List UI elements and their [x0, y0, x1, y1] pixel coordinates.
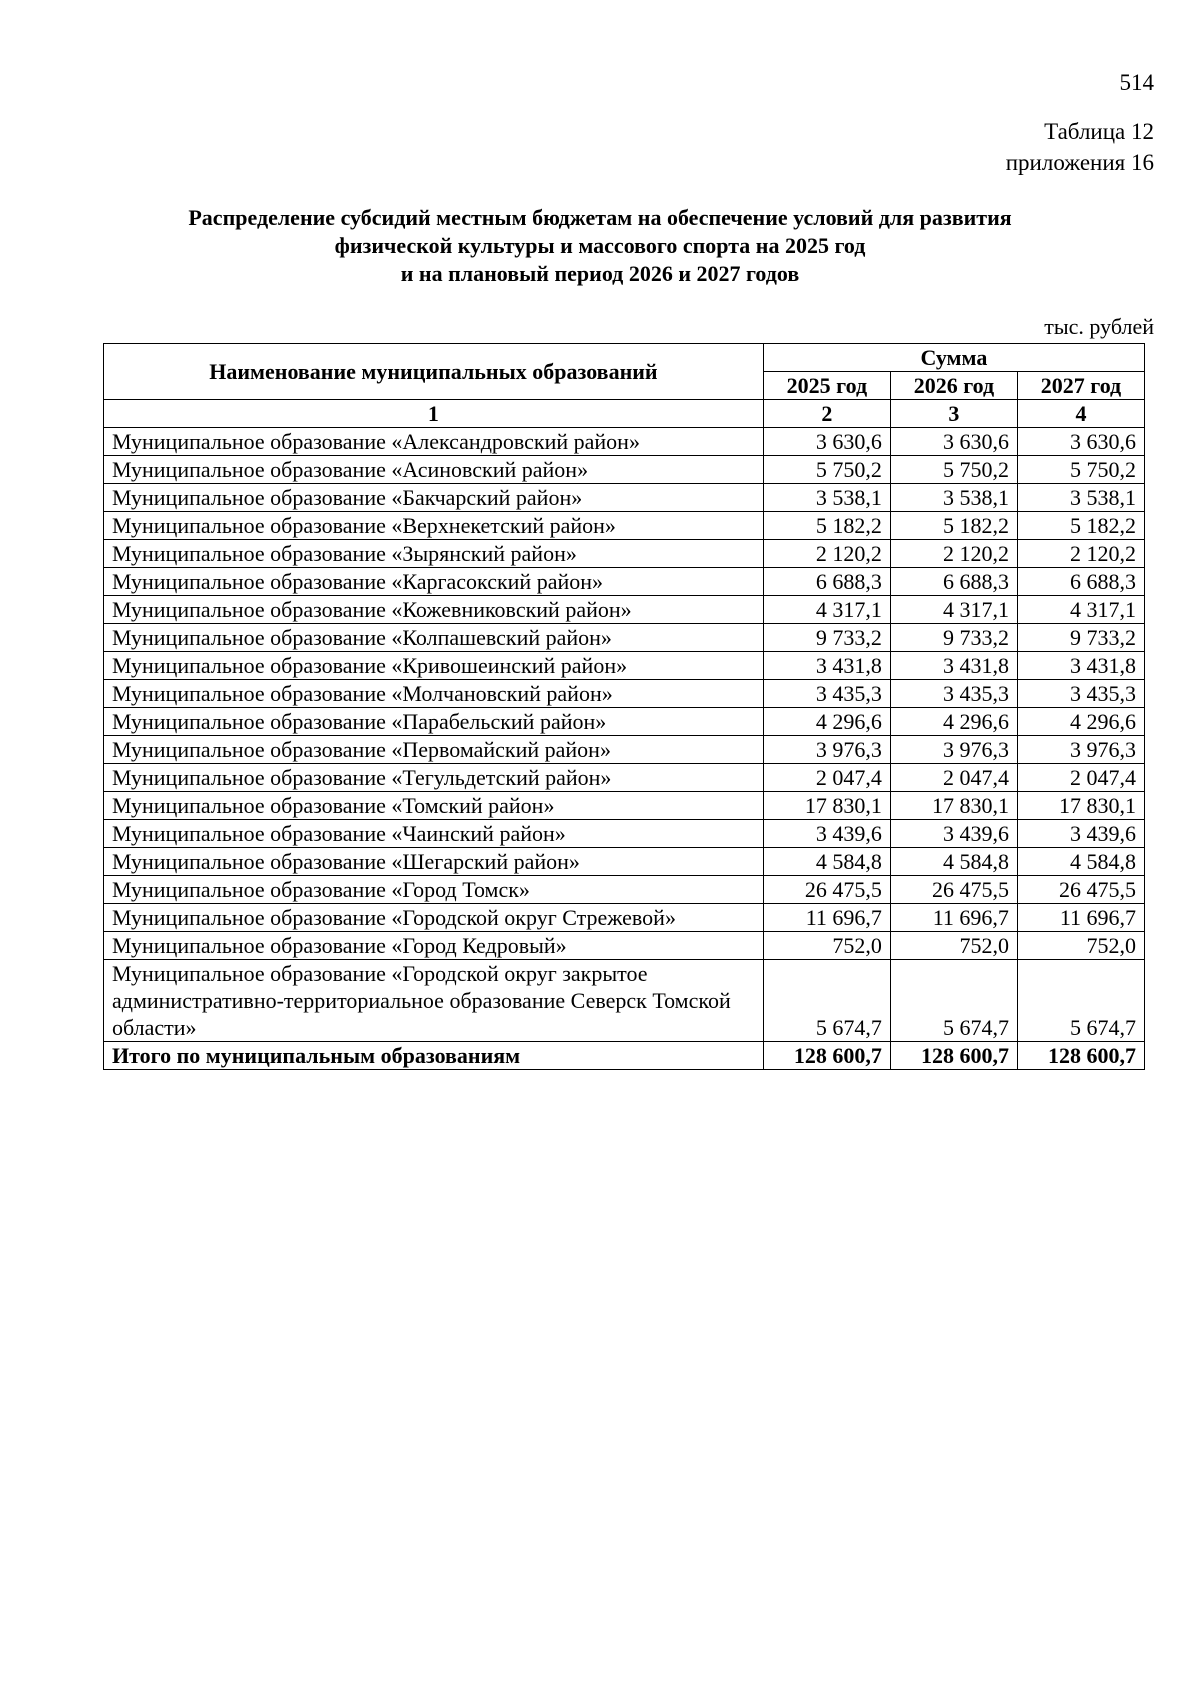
- table-row: [104, 904, 1145, 932]
- table-row: [104, 512, 1145, 540]
- municipality-name: Муниципальное образование «Город Томск»: [104, 876, 764, 904]
- table-row: [104, 876, 1145, 904]
- table-row: [104, 792, 1145, 820]
- header-2026: 2026 год: [890, 372, 1017, 400]
- municipality-name: Муниципальное образование «Томский район»: [104, 792, 764, 820]
- value-2026: 128 600,7: [890, 1042, 1017, 1070]
- municipality-name: Муниципальное образование «Молчановский район»: [104, 680, 764, 708]
- value-2025: 5 674,7: [763, 960, 890, 1042]
- value-2025: 5 182,2: [763, 512, 890, 540]
- table-row: [104, 568, 1145, 596]
- value-2027: 9 733,2: [1017, 624, 1144, 652]
- title-line2: физической культуры и массового спорта на 2025 год: [334, 233, 866, 258]
- value-2025: 4 296,6: [763, 708, 890, 736]
- value-2025: 128 600,7: [763, 1042, 890, 1070]
- value-2026: 3 976,3: [890, 736, 1017, 764]
- table-label-line1: Таблица 12: [1044, 119, 1154, 144]
- value-2027: 4 584,8: [1017, 848, 1144, 876]
- value-2025: 26 475,5: [763, 876, 890, 904]
- municipality-name: Муниципальное образование «Александровский район»: [104, 428, 764, 456]
- table-row: [104, 932, 1145, 960]
- table-row: [104, 652, 1145, 680]
- municipality-name: Муниципальное образование «Первомайский район»: [104, 736, 764, 764]
- value-2025: 6 688,3: [763, 568, 890, 596]
- value-2026: 5 674,7: [890, 960, 1017, 1042]
- unit-label: тыс. рублей: [1044, 314, 1154, 339]
- header-name: Наименование муниципальных образований: [104, 344, 764, 400]
- value-2025: 2 047,4: [763, 764, 890, 792]
- value-2025: 4 584,8: [763, 848, 890, 876]
- index-cell-1: 1: [104, 400, 764, 428]
- value-2025: 3 538,1: [763, 484, 890, 512]
- value-2026: 752,0: [890, 932, 1017, 960]
- table-body: [104, 400, 1145, 1070]
- municipality-name: Муниципальное образование «Каргасокский район»: [104, 568, 764, 596]
- value-2026: 5 182,2: [890, 512, 1017, 540]
- value-2025: 3 630,6: [763, 428, 890, 456]
- municipality-name: Муниципальное образование «Кривошеинский район»: [104, 652, 764, 680]
- value-2027: 3 439,6: [1017, 820, 1144, 848]
- municipality-name: Муниципальное образование «Городской округ Стрежевой»: [104, 904, 764, 932]
- title-line1: Распределение субсидий местным бюджетам на обеспечение условий для развития: [188, 205, 1012, 230]
- value-2025: 4 317,1: [763, 596, 890, 624]
- value-2027: 4 296,6: [1017, 708, 1144, 736]
- index-row: [104, 400, 1145, 428]
- index-cell-3: 3: [890, 400, 1017, 428]
- municipality-name: Муниципальное образование «Шегарский район»: [104, 848, 764, 876]
- municipality-name: Муниципальное образование «Колпашевский район»: [104, 624, 764, 652]
- table-row: [104, 680, 1145, 708]
- value-2026: 3 439,6: [890, 820, 1017, 848]
- total-row: [104, 1042, 1145, 1070]
- value-2026: 3 435,3: [890, 680, 1017, 708]
- value-2026: 9 733,2: [890, 624, 1017, 652]
- municipality-name: Муниципальное образование «Чаинский район»: [104, 820, 764, 848]
- value-2025: 752,0: [763, 932, 890, 960]
- value-2025: 5 750,2: [763, 456, 890, 484]
- table-row: [104, 428, 1145, 456]
- municipality-name: Муниципальное образование «Бакчарский район»: [104, 484, 764, 512]
- value-2025: 3 439,6: [763, 820, 890, 848]
- municipality-name: Муниципальное образование «Верхнекетский район»: [104, 512, 764, 540]
- value-2027: 5 750,2: [1017, 456, 1144, 484]
- value-2026: 4 584,8: [890, 848, 1017, 876]
- table-row: [104, 848, 1145, 876]
- value-2026: 17 830,1: [890, 792, 1017, 820]
- municipality-name: Муниципальное образование «Город Кедровый»: [104, 932, 764, 960]
- municipality-name: Итого по муниципальным образованиям: [104, 1042, 764, 1070]
- municipality-name: Муниципальное образование «Кожевниковский район»: [104, 596, 764, 624]
- value-2025: 3 435,3: [763, 680, 890, 708]
- table-row: [104, 736, 1145, 764]
- title-line3: и на плановый период 2026 и 2027 годов: [400, 261, 800, 286]
- index-cell-2: 2: [763, 400, 890, 428]
- value-2027: 3 435,3: [1017, 680, 1144, 708]
- value-2027: 3 538,1: [1017, 484, 1144, 512]
- value-2027: 17 830,1: [1017, 792, 1144, 820]
- value-2027: 3 976,3: [1017, 736, 1144, 764]
- value-2027: 4 317,1: [1017, 596, 1144, 624]
- value-2026: 3 630,6: [890, 428, 1017, 456]
- value-2026: 3 538,1: [890, 484, 1017, 512]
- header-2027: 2027 год: [1017, 372, 1144, 400]
- value-2026: 6 688,3: [890, 568, 1017, 596]
- value-2025: 9 733,2: [763, 624, 890, 652]
- table-label: [1006, 116, 1154, 178]
- value-2026: 4 296,6: [890, 708, 1017, 736]
- value-2027: 11 696,7: [1017, 904, 1144, 932]
- value-2027: 3 630,6: [1017, 428, 1144, 456]
- value-2026: 4 317,1: [890, 596, 1017, 624]
- value-2026: 3 431,8: [890, 652, 1017, 680]
- value-2025: 3 431,8: [763, 652, 890, 680]
- header-sum: Сумма: [763, 344, 1144, 372]
- value-2026: 2 047,4: [890, 764, 1017, 792]
- table-row: [104, 596, 1145, 624]
- value-2027: 5 182,2: [1017, 512, 1144, 540]
- index-cell-4: 4: [1017, 400, 1144, 428]
- table-row: [104, 484, 1145, 512]
- document-title: [100, 204, 1100, 288]
- table-row: [104, 708, 1145, 736]
- value-2026: 11 696,7: [890, 904, 1017, 932]
- value-2026: 5 750,2: [890, 456, 1017, 484]
- table-label-line2: приложения 16: [1005, 150, 1154, 175]
- value-2026: 26 475,5: [890, 876, 1017, 904]
- value-2027: 752,0: [1017, 932, 1144, 960]
- header-2025: 2025 год: [763, 372, 890, 400]
- page-number: 514: [1119, 70, 1154, 95]
- municipality-name: Муниципальное образование «Тегульдетский район»: [104, 764, 764, 792]
- table-row: [104, 624, 1145, 652]
- value-2027: 26 475,5: [1017, 876, 1144, 904]
- subsidy-table: [103, 343, 1145, 1070]
- municipality-name: Муниципальное образование «Городской округ закрытое административно-территориальное образование Северск Томской области»: [104, 960, 764, 1042]
- municipality-name: Муниципальное образование «Асиновский район»: [104, 456, 764, 484]
- municipality-name: Муниципальное образование «Зырянский район»: [104, 540, 764, 568]
- municipality-name: Муниципальное образование «Парабельский район»: [104, 708, 764, 736]
- value-2027: 3 431,8: [1017, 652, 1144, 680]
- table-row: [104, 820, 1145, 848]
- value-2025: 2 120,2: [763, 540, 890, 568]
- table-row: [104, 960, 1145, 1042]
- value-2026: 2 120,2: [890, 540, 1017, 568]
- value-2027: 5 674,7: [1017, 960, 1144, 1042]
- table-row: [104, 456, 1145, 484]
- value-2027: 6 688,3: [1017, 568, 1144, 596]
- value-2027: 2 047,4: [1017, 764, 1144, 792]
- value-2027: 2 120,2: [1017, 540, 1144, 568]
- value-2025: 11 696,7: [763, 904, 890, 932]
- value-2025: 3 976,3: [763, 736, 890, 764]
- table-row: [104, 764, 1145, 792]
- value-2027: 128 600,7: [1017, 1042, 1144, 1070]
- table-row: [104, 540, 1145, 568]
- value-2025: 17 830,1: [763, 792, 890, 820]
